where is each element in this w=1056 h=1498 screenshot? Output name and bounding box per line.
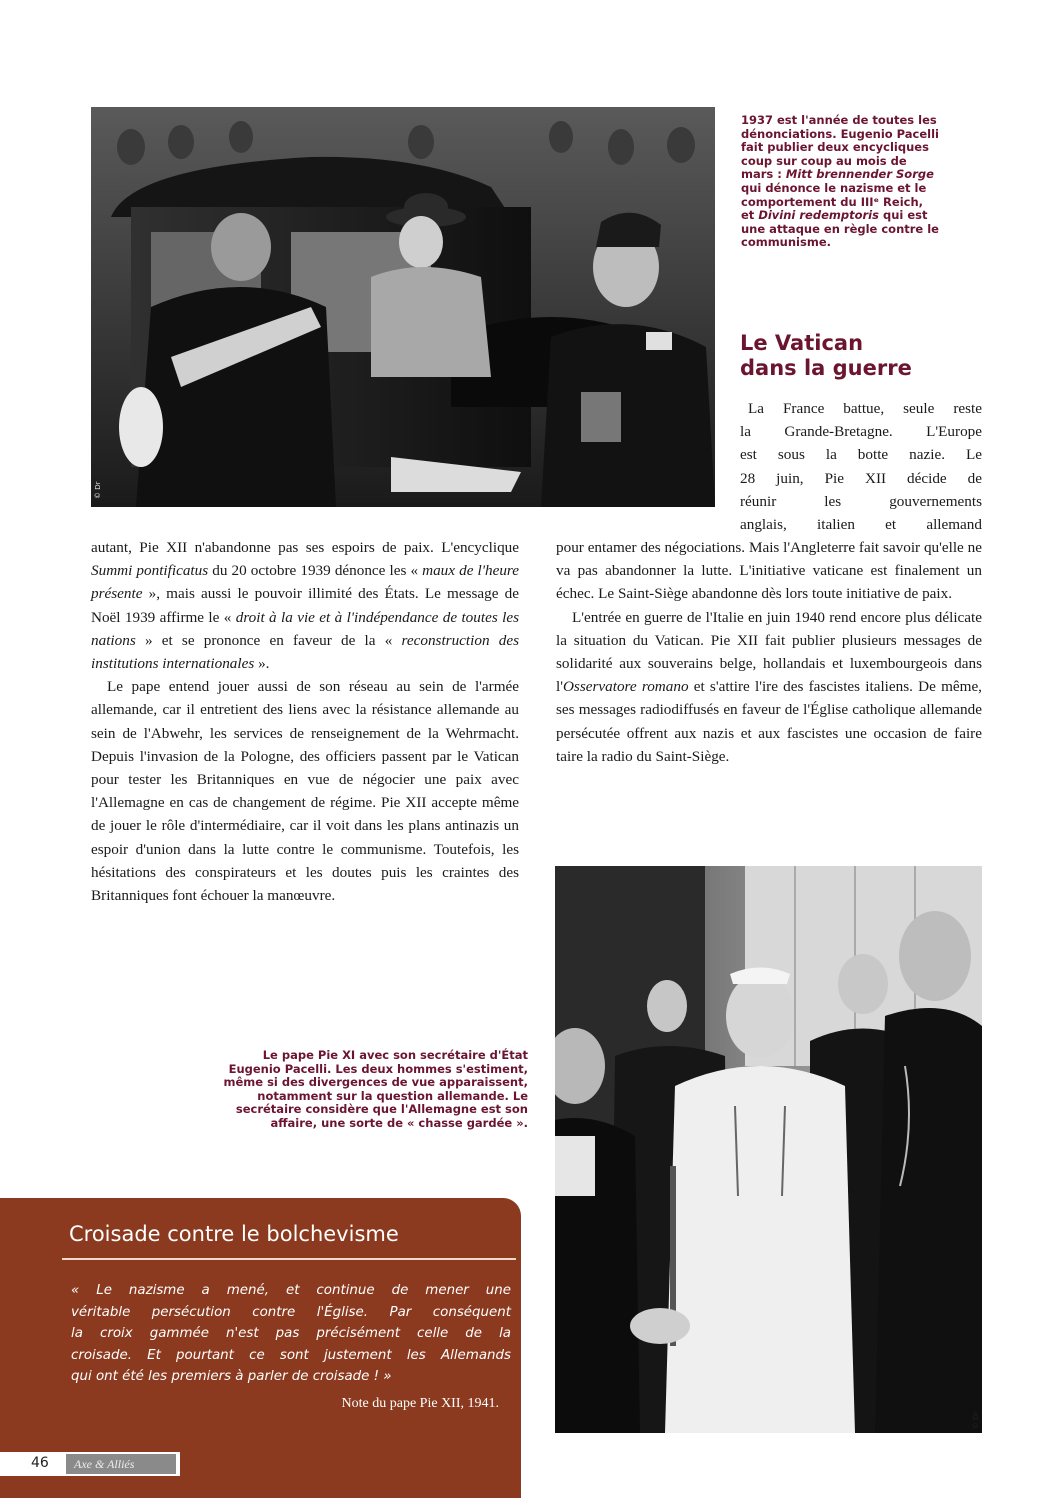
caption-text: et [741,208,759,223]
caption-line: affaire, une sorte de « chasse gardée ». [270,1115,528,1130]
caption-text: qui est [878,208,928,223]
paragraph [91,536,519,675]
caption-line: comportement du IIIᵉ Reich, [741,194,924,209]
photo-pope-illustration [555,866,982,1433]
caption-line [741,168,981,182]
right-column-text [556,536,982,768]
sidebar-quote [71,1280,511,1388]
caption-line: Le pape Pie XI avec son secrétaire d'État [262,1048,528,1062]
paragraph-text: L'entrée en guerre de l'Italie en juin 1940 rend encore plus délicate la situation du Vatican. Pie XII fait publier plusieurs messages de solidarité aux souverains belge, hollandais et luxembourgeois dans l' [556,608,982,696]
caption-line: notamment sur la question allemande. Le [257,1088,528,1103]
caption-line: dénonciations. Eugenio Pacelli [741,126,939,141]
quotation: droit à la vie et à l'indépendance de toutes les nations [91,608,519,649]
sidebar-divider [62,1258,516,1260]
text-line: 28 juin, Pie XII décide de [740,469,982,487]
paragraph-text: » et se prononce en faveur de la « [135,631,402,649]
paragraph-text: », mais aussi le pouvoir illimité des États. Le message de Noël 1939 affirme le « [91,585,519,626]
caption-line: communisme. [741,235,831,250]
heading-line: dans la guerre [740,356,912,380]
text-line: « Le nazisme a mené, et continue de mener une [71,1283,511,1298]
encyclical-title: Divini redemptoris [758,208,879,223]
caption-text: mars : [741,167,786,182]
right-column-intro [740,397,982,536]
paragraph-text: autant, Pie XII n'abandonne pas ses espoirs de paix. L'encyclique [91,539,519,556]
text-line: La France battue, seule reste [748,400,982,417]
quote-lines [71,1280,511,1388]
caption-bottom [150,1049,528,1131]
photo-credit: © Dr [94,481,102,499]
caption-line: Eugenio Pacelli. Les deux hommes s'estiment, [228,1061,528,1076]
photo-credit: © Dr [972,1411,980,1429]
photo-pacelli-carriage [91,107,715,507]
magazine-name: Axe & Alliés [66,1454,176,1474]
quotation: maux de l'heure présente [91,562,519,603]
footer-bar [0,1452,180,1476]
sidebar-signature: Note du pape Pie XII, 1941. [341,1396,499,1411]
caption-line: qui dénonce le nazisme et le [741,180,927,195]
text-line: qui ont été les premiers à parler de croisade ! » [71,1369,392,1385]
caption-line [741,209,981,223]
paragraph: Le pape entend jouer aussi de son réseau au sein de l'armée allemande, car il entretient des liens avec la résistance allemande au sein de l'Abwehr, les services de renseignement de la Wehrmacht. Depuis l'invasion de la Pologne, des officiers passent par le Vatican pour tester les Britanniques en vue de négocier une paix avec l'Allemagne en cas de changement de régime. Pie XII accepte même de jouer le rôle d'intermédiaire, car il voit dans les plans antinazis un espoir d'union dans la lutte contre le communisme. Toutefois, les hésitations des conspirateurs et les doutes puis les craintes des Britanniques font échouer la manœuvre. [91,678,519,905]
left-column-text [91,536,519,907]
text-line: la croix gammée n'est pas précisément celle de la [71,1326,511,1342]
intro-lines [740,397,982,536]
photo-carriage-illustration [91,107,715,507]
text-line: est sous la botte nazie. Le [740,446,982,464]
paragraph-text: ». [254,655,270,673]
photo-pius-xi-pacelli [555,866,982,1433]
text-line: la Grande-Bretagne. L'Europe [740,423,982,441]
text-line: véritable persécution contre l'Église. Par conséquent [71,1304,511,1320]
encyclical-title: Mitt brennender Sorge [785,167,934,182]
caption-line: coup sur coup au mois de [741,153,907,168]
caption-line: 1937 est l'année de toutes les [741,113,937,127]
sidebar-title: Croisade contre le bolchevisme [69,1222,399,1246]
caption-line: fait publier deux encycliques [741,140,929,155]
caption-top [741,114,981,250]
paragraph-text: et s'attire l'ire des fascistes italiens. De même, ses messages radiodiffusés en faveur de l'Église catholique allemande persécutée offrent aux nazis et aux fascistes une occasion de faire taire la radio du Saint-Siège. [556,678,982,765]
heading-line: Le Vatican [740,331,864,355]
text-line: anglais, italien et allemand [740,516,982,534]
caption-line: secrétaire considère que l'Allemagne est son [235,1102,528,1117]
page-number: 46 [31,1455,49,1471]
paragraph-text: du 20 octobre 1939 dénonce les « [208,562,423,580]
text-line: croisade. Et pourtant ce sont justement les Allemands [71,1347,511,1363]
caption-line: même si des divergences de vue apparaissent, [223,1075,528,1090]
encyclical-title: Summi pontificatus [91,562,209,580]
paragraph: pour entamer des négociations. Mais l'Angleterre fait savoir qu'elle ne va pas abandonner la lutte. L'initiative vaticane est finalement un échec. Le Saint-Siège abandonne dès lors toute initiative de paix. [556,539,982,603]
caption-line: une attaque en règle contre le [741,221,939,236]
text-line: réunir les gouvernements [740,492,982,510]
paragraph [556,606,982,768]
quotation: reconstruction des institutions internationales [91,631,519,673]
newspaper-title: Osservatore romano [562,678,689,696]
section-heading [740,331,985,381]
